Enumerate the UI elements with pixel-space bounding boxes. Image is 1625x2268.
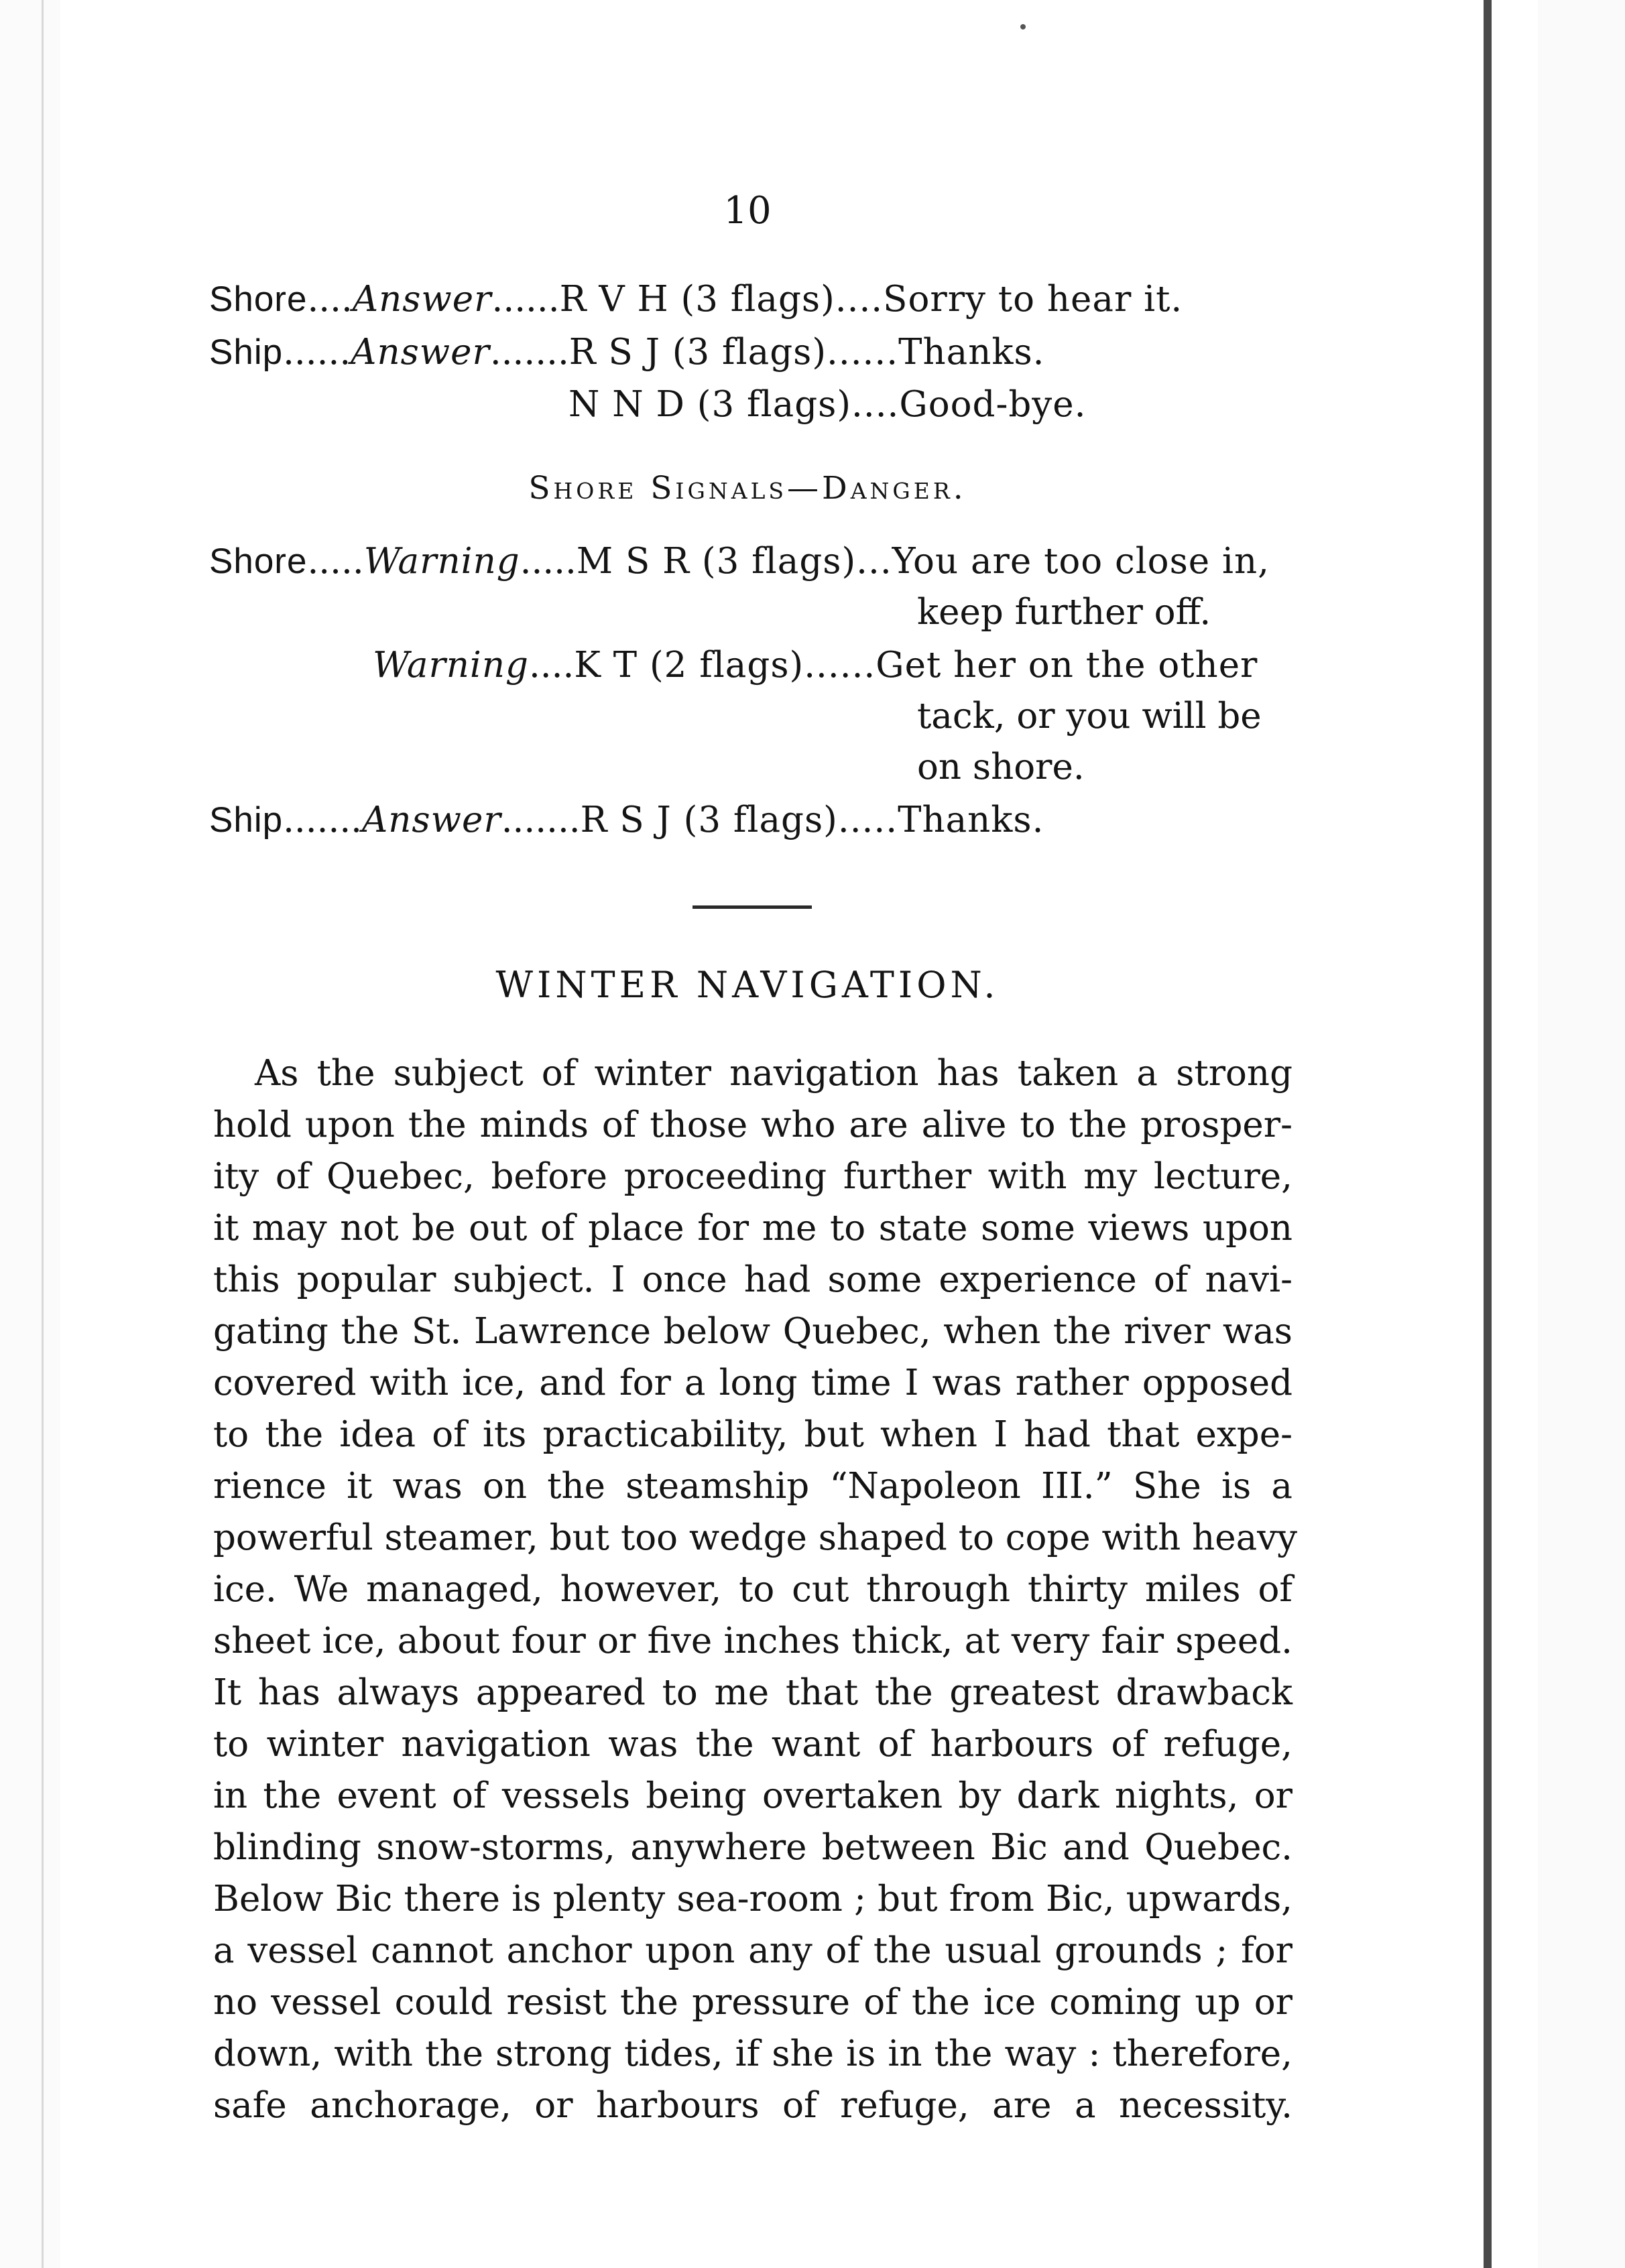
paragraph-line: Below Bic there is plenty sea-room ; but from Bic, upwards, — [213, 1879, 1292, 1919]
signal-continuation: keep further off. — [917, 592, 1211, 633]
paragraph-line: to the idea of its practicability, but when I had that expe- — [213, 1414, 1292, 1455]
paragraph-line: to winter navigation was the want of harbours of refuge, — [213, 1724, 1292, 1765]
paragraph-line: covered with ice, and for a long time I was rather opposed — [213, 1363, 1292, 1403]
signal-line: Shore....Answer......R V H (3 flags)....Sorry to hear it. — [209, 279, 1183, 320]
paragraph-line: safe anchorage, or harbours of refuge, are a necessity. — [213, 2085, 1292, 2126]
paragraph-line: gating the St. Lawrence below Quebec, when the river was — [213, 1311, 1292, 1352]
signal-continuation: tack, or you will be — [917, 696, 1262, 737]
shore-signals-heading: Shore Signals—Danger. — [528, 470, 967, 507]
paragraph-line: no vessel could resist the pressure of the ice coming up or — [213, 1982, 1292, 2023]
scan-margin-left — [0, 0, 60, 2268]
paragraph-line: a vessel cannot anchor upon any of the usual grounds ; for — [213, 1930, 1292, 1971]
scan-edge-bar — [1484, 0, 1492, 2268]
signal-line: Shore.....Warning.....M S R (3 flags)...You are too close in, — [209, 541, 1270, 582]
section-divider — [693, 905, 812, 909]
signal-line: Ship.......Answer.......R S J (3 flags).....Thanks. — [209, 800, 1044, 840]
paragraph-line: sheet ice, about four or five inches thick, at very fair speed. — [213, 1621, 1292, 1661]
paragraph-line: in the event of vessels being overtaken by dark nights, or — [213, 1775, 1292, 1816]
section-title: WINTER NAVIGATION. — [495, 964, 1000, 1006]
scan-margin-right — [1538, 0, 1625, 2268]
paragraph-line: blinding snow-storms, anywhere between Bic and Quebec. — [213, 1827, 1292, 1868]
signal-line: Warning....K T (2 flags)......Get her on the other — [373, 645, 1258, 686]
signal-line: N N D (3 flags)....Good-bye. — [568, 384, 1087, 425]
paragraph-line: hold upon the minds of those who are alive to the prosper- — [213, 1105, 1292, 1145]
paragraph-line: this popular subject. I once had some experience of navi- — [213, 1259, 1292, 1300]
paragraph-line: it may not be out of place for me to state some views upon — [213, 1208, 1292, 1249]
signal-continuation: on shore. — [917, 747, 1085, 788]
scan-speck — [1020, 24, 1026, 29]
page-number: 10 — [723, 189, 772, 233]
paragraph-line: ice. We managed, however, to cut through thirty miles of — [213, 1569, 1292, 1610]
paragraph-line: ity of Quebec, before proceeding further with my lecture, — [213, 1156, 1292, 1197]
paragraph-line: It has always appeared to me that the greatest drawback — [213, 1672, 1292, 1713]
paragraph-line: As the subject of winter navigation has taken a strong — [255, 1053, 1292, 1094]
scan-edge-line — [42, 0, 44, 2268]
signal-line: Ship......Answer.......R S J (3 flags)......Thanks. — [209, 332, 1045, 373]
paragraph-line: down, with the strong tides, if she is in the way : therefore, — [213, 2033, 1292, 2074]
paragraph-line: rience it was on the steamship “Napoleon III.” She is a — [213, 1466, 1292, 1507]
paragraph-line: powerful steamer, but too wedge shaped to cope with heavy — [213, 1517, 1298, 1558]
